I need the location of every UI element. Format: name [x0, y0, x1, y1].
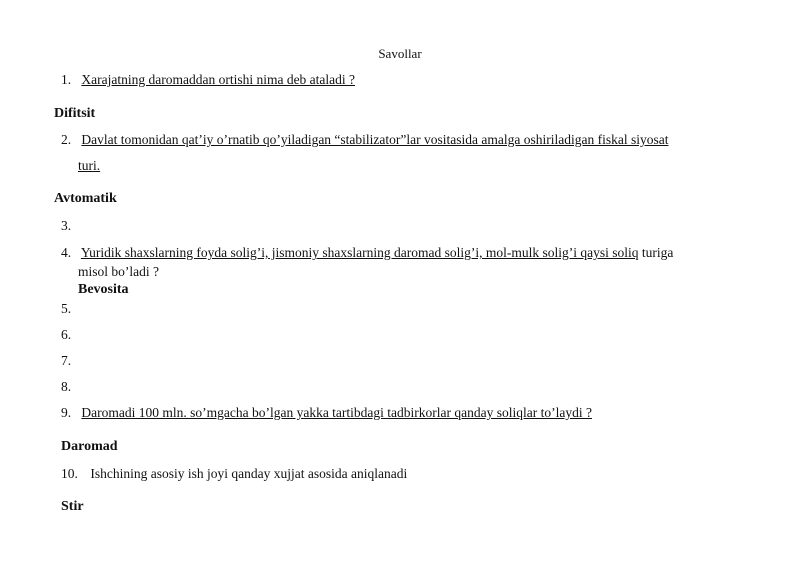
question-8 — [61, 379, 751, 394]
answer-4: Bevosita — [78, 282, 129, 297]
question-number: 3. — [61, 218, 72, 233]
answer-1: Difitsit — [54, 106, 96, 121]
question-3 — [61, 218, 751, 233]
answer-2: Avtomatik — [54, 191, 117, 206]
question-text-line2: misol bo’ladi ? — [78, 264, 159, 279]
question-text-line2: turi. — [78, 158, 101, 173]
question-5 — [61, 301, 751, 316]
question-text: Davlat tomonidan qat’iy o’rnatib qo’yiladigan “stabilizator”lar vositasida amalga oshiriladigan fiskal siyosat — [81, 132, 669, 147]
question-number: 6. — [61, 327, 72, 342]
question-number: 5. — [61, 301, 72, 316]
question-2 — [61, 132, 751, 147]
answer-9: Daromad — [61, 439, 118, 454]
question-number: 8. — [61, 379, 72, 394]
page-title: Savollar — [378, 46, 422, 61]
question-9 — [61, 405, 751, 420]
question-7 — [61, 353, 751, 368]
question-number: 2. — [61, 132, 72, 147]
question-1 — [61, 72, 751, 87]
question-10 — [61, 466, 751, 481]
question-text: Daromadi 100 mln. so’mgacha bo’lgan yakka tartibdagi tadbirkorlar qanday soliqlar to’laydi ? — [81, 405, 592, 420]
question-text: Ishchining asosiy ish joyi qanday xujjat asosida aniqlanadi — [90, 466, 408, 481]
question-number: 10. — [61, 466, 78, 481]
question-2-continuation — [78, 158, 178, 173]
question-6 — [61, 327, 751, 342]
question-number: 7. — [61, 353, 72, 368]
question-4 — [61, 245, 751, 260]
answer-10: Stir — [61, 499, 84, 514]
question-number: 9. — [61, 405, 72, 420]
question-4-continuation — [78, 264, 278, 279]
question-text-tail: turiga — [638, 245, 674, 260]
question-number: 1. — [61, 72, 72, 87]
question-text: Xarajatning daromaddan ortishi nima deb ataladi ? — [81, 72, 356, 87]
question-number: 4. — [61, 245, 72, 260]
question-text: Yuridik shaxslarning foyda solig’i, jismoniy shaxslarning daromad solig’i, mol-mulk solig’i qaysi soliq — [80, 245, 639, 260]
